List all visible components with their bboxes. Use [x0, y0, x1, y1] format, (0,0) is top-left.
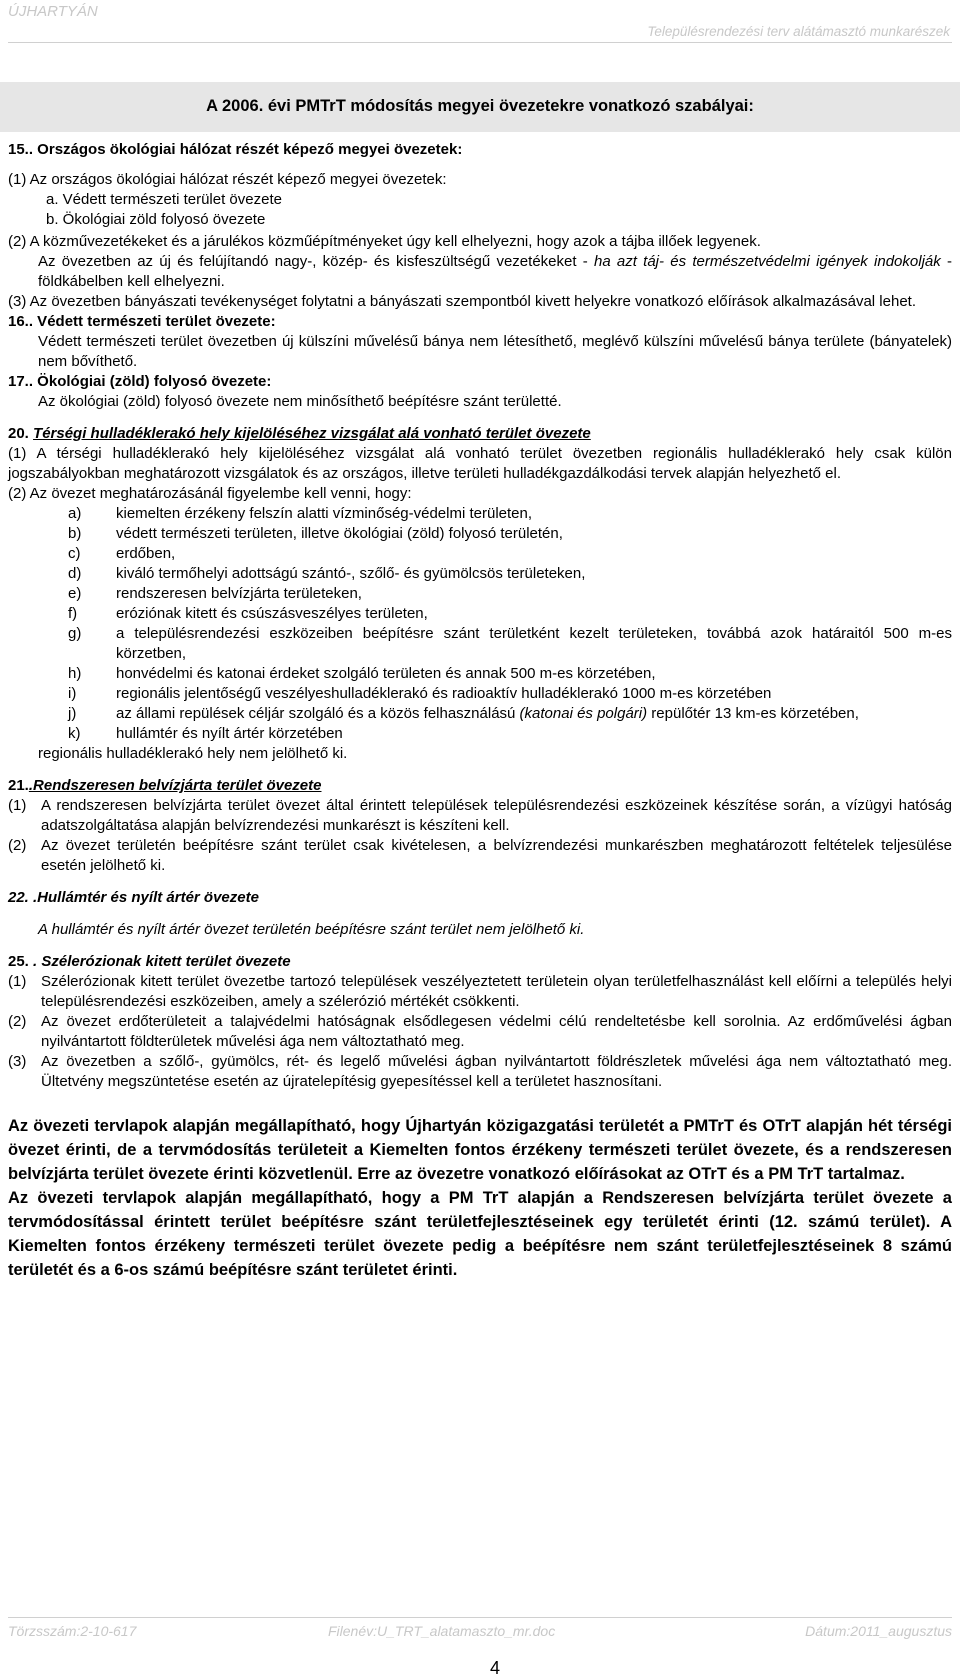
s25-p1: (1) Szélerózionak kitett terület övezetbe tartozó települések veszélyeztetett területein olyan területfelhasználást kell előírni a település helyi településrendezési eszközeiben, amely a szélerózió mértékét csökkenti. — [8, 973, 952, 1010]
list-item: j) az állami repülések céljár szolgáló és a közös felhasználású (katonai és polgári) repülőtér 13 km-es körzetében, — [68, 705, 859, 722]
s20-p2: (2) Az övezet meghatározásánál figyelembe kell venni, hogy: — [8, 485, 412, 502]
s15-p2b-text1: Az övezetben az új és felújítandó nagy-, közép- és kisfeszültségű vezetékeket - — [38, 253, 594, 270]
s15-p2b — [8, 252, 952, 292]
s21-title: .Rendszeresen belvízjárta terület övezete — [28, 777, 322, 794]
s25-num: 25. — [8, 953, 29, 970]
s20-num: 20. — [8, 425, 29, 442]
list-item: c) erdőben, — [68, 545, 176, 562]
s25-title: . Szélerózionak kitett terület övezete — [33, 953, 291, 970]
list-item: k) hullámtér és nyílt ártér körzetében — [68, 725, 343, 742]
s15-item-a: a. Védett természeti terület övezete — [46, 191, 282, 208]
page-number: 4 — [490, 1658, 501, 1678]
footer-filename: Filenév:U_TRT_alatamaszto_mr.doc — [328, 1623, 556, 1639]
s20-list — [8, 504, 952, 744]
s15-p1: (1) Az országos ökológiai hálózat részét képező megyei övezetek: — [8, 171, 447, 188]
s15-p3: (3) Az övezetben bányászati tevékenységet folytatni a bányászati szempontból kivett helyekre vonatkozó előírások alkalmazásával lehet. — [8, 293, 917, 310]
list-item: g) a településrendezési eszközeiben beépítésre szánt területként kezelt területeken, továbbá azok határaitól 500 m-es körzetben, — [68, 625, 952, 662]
s20-closing: regionális hulladéklerakó hely nem jelölhető ki. — [38, 745, 348, 762]
s20-heading — [8, 424, 952, 444]
list-item: b) védett természeti területen, illetve ökológiai (zöld) folyosó területén, — [68, 525, 563, 542]
s21-num: 21. — [8, 777, 29, 794]
s15-p2b-italic: ha azt táj- és természetvédelmi igények indokolják — [593, 253, 941, 270]
list-item: f) eróziónak kitett és csúszásveszélyes területen, — [68, 605, 428, 622]
footer-divider — [8, 1617, 952, 1618]
list-item: a) kiemelten érzékeny felszín alatti vízminőség-védelmi területen, — [68, 505, 533, 522]
s16-text: Védett természeti terület övezetben új külszíni művelésű bánya nem létesíthető, meglévő külszíni művelésű bánya területe (bányatelek) nem bővíthető. — [38, 333, 952, 370]
s15-p2b-text3: - földkábelben kell elhelyezni. — [38, 253, 952, 290]
s15-p2: (2) A közművezetékeket és a járulékos közműépítményeket úgy kell elhelyezni, hogy azok a tájba illőek legyenek. — [8, 233, 761, 250]
s15-title: 15.. Országos ökológiai hálózat részét képező megyei övezetek: — [8, 141, 463, 158]
section-title: A 2006. évi PMTrT módosítás megyei övezetekre vonatkozó szabályai: — [206, 97, 754, 115]
s25-p3: (3) Az övezetben a szőlő-, gyümölcs, rét- és legelő művelési ágban nyilvántartott földrészletek művelési ága nem változtatható meg. Ültetvény megszüntetése esetén az újratelepítésig gyepesítéssel kell a területet hasznosítani. — [8, 1053, 952, 1090]
s22-title: 22. .Hullámtér és nyílt ártér övezete — [8, 889, 259, 906]
s25-heading — [8, 952, 952, 972]
list-item: i) regionális jelentőségű veszélyeshulladéklerakó és radioaktív hulladéklerakó 1000 m-es körzetében — [68, 685, 772, 702]
list-item: h) honvédelmi és katonai érdeket szolgáló területen és annak 500 m-es körzetében, — [68, 665, 656, 682]
s21-heading — [8, 776, 952, 796]
header-town: ÚJHARTYÁN — [8, 3, 98, 20]
s15-item-b: b. Ökológiai zöld folyosó övezete — [46, 211, 266, 228]
s22-text: A hullámtér és nyílt ártér övezet területén beépítésre szánt terület nem jelölhető ki. — [38, 921, 585, 938]
summary-paragraph: Az övezeti tervlapok alapján megállapítható, hogy Újhartyán közigazgatási területét a PMTrT és OTrT alapján hét térségi övezet érinti, de a tervmódosítás területeit a Kiemelten fontos érzékeny természeti terület övezete, és a rendszeresen belvízjárta terület övezete érinti közvetlenül. Erre az övezetre vonatkozó előírásokat az OTrT és a PM TrT tartalmaz. — [8, 1117, 952, 1183]
document-body — [8, 140, 952, 1282]
page-header — [0, 0, 960, 40]
footer-reg-number: Törzsszám:2-10-617 — [8, 1623, 137, 1639]
footer-date: Dátum:2011_augusztus — [805, 1623, 952, 1639]
page-footer — [8, 1623, 952, 1643]
summary-paragraph: Az övezeti tervlapok alapján megállapítható, hogy a PM TrT alapján a Rendszeresen belvízjárta terület övezete a tervmódosítással érintett terület beépítésre szánt területfejlesztéseinek egy területét érinti (12. számú terület). A Kiemelten fontos érzékeny természeti terület övezete pedig a beépítésre nem szánt területfejlesztéseinek 8 számú területét és a 6-os számú beépítésre szánt területet érinti. — [8, 1189, 952, 1279]
s21-p2: (2) Az övezet területén beépítésre szánt terület csak kivételesen, a belvízrendezési munkarészben meghatározott feltételek teljesülése esetén jelölhető ki. — [8, 837, 952, 874]
s20-title: Térségi hulladéklerakó hely kijelöléséhez vizsgálat alá vonható terület övezete — [33, 425, 591, 442]
s17-title: 17.. Ökológiai (zöld) folyosó övezete: — [8, 373, 272, 390]
s16-title: 16.. Védett természeti terület övezete: — [8, 313, 276, 330]
header-divider — [8, 42, 952, 43]
s21-p1: (1) A rendszeresen belvízjárta terület övezet által érintett települések településrendezési eszközeinek készítése során, a vízügyi hatóság adatszolgáltatása alapján belvízrendezési munkarészt is készíteni kell. — [8, 797, 952, 834]
header-doc-title: Településrendezési terv alátámasztó munkarészek — [647, 24, 950, 39]
s25-p2: (2) Az övezet erdőterületeit a talajvédelmi hatóságnak elsődlegesen védelmi célú rendeltetésbe kell sorolnia. Az erdőművelési ágban nyilvántartott földterületek művelési ága nem változtatható meg. — [8, 1013, 952, 1050]
section-title-band — [0, 82, 960, 132]
s17-text: Az ökológiai (zöld) folyosó övezete nem minősíthető beépítésre szánt területté. — [38, 393, 562, 410]
list-item: e) rendszeresen belvízjárta területeken, — [68, 585, 362, 602]
s20-p1: (1) A térségi hulladéklerakó hely kijelöléséhez vizsgálat alá vonható terület övezetben regionális hulladéklerakó hely csak külön jogszabályokban meghatározott vizsgálatok és az országos, illetve területi hulladékgazdálkodási tervek alapján helyezhető el. — [8, 445, 952, 482]
list-item: d) kiváló termőhelyi adottságú szántó-, szőlő- és gyümölcsös területeken, — [68, 565, 586, 582]
